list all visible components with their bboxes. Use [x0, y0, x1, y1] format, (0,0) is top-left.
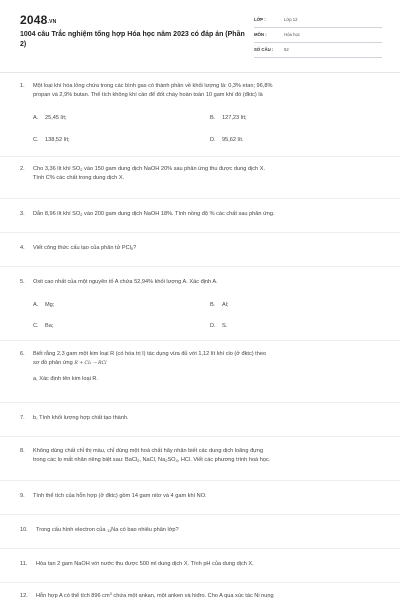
- text-part: ?: [133, 245, 137, 251]
- question-5: [20, 278, 382, 287]
- question-text: [33, 82, 382, 100]
- question-separator: [0, 232, 400, 233]
- subscript: 2: [80, 212, 83, 217]
- text-part: Viết công thức cấu tạo của phân tử PCl: [33, 245, 131, 251]
- question-2: [20, 165, 382, 183]
- question-separator: [0, 156, 400, 157]
- option-letter: C.: [33, 323, 39, 329]
- meta-label: SỐ CÂU :: [254, 47, 274, 52]
- option-value: 127,23 lít;: [222, 115, 247, 121]
- superscript: 3: [109, 591, 112, 596]
- question-number: 3.: [20, 211, 25, 217]
- question-number: 11.: [20, 561, 28, 567]
- question-line: [33, 359, 382, 368]
- question-separator: [0, 340, 400, 341]
- question-separator: [0, 402, 400, 403]
- question-7: [20, 414, 382, 423]
- question-number: 6.: [20, 351, 25, 357]
- subscript: 2: [137, 458, 140, 463]
- question-separator: [0, 266, 400, 267]
- meta-label: LỚP :: [254, 17, 266, 22]
- meta-row-count: [254, 44, 382, 58]
- question-text: [33, 244, 382, 253]
- text-part: sơ đồ phản ứng: [33, 360, 75, 366]
- question-line: [33, 165, 382, 174]
- option-letter: A.: [33, 302, 39, 308]
- option-letter: A.: [33, 115, 39, 121]
- question-text: Tính thể tích của hỗn hợp (ở đktc) gồm 14 gam nitơ và 4 gam khí NO.: [33, 493, 207, 499]
- question-separator: [0, 514, 400, 515]
- question-line: propan và 2,9% butan. Thể tích không khí cần để đốt cháy hoàn toàn 10 gam khí đó (đktc) là: [33, 92, 263, 98]
- text-part: Na có bao nhiêu phân lớp?: [111, 527, 179, 533]
- option-letter: C.: [33, 137, 39, 143]
- question-number: 2.: [20, 166, 25, 172]
- subscript: 4: [175, 458, 178, 463]
- question-text: [33, 350, 382, 368]
- subscript: 11: [107, 528, 112, 533]
- question-10: [20, 526, 382, 535]
- question-separator: [0, 436, 400, 437]
- text-part: chứa một ankan, một anken và hiđro. Cho A qua xúc tác Ni nung: [111, 593, 274, 599]
- question-number: 10.: [20, 527, 28, 533]
- question-number: 4.: [20, 245, 25, 251]
- question-3: [20, 210, 382, 219]
- subscript: 5: [130, 246, 134, 251]
- question-text: [36, 526, 382, 535]
- site-logo[interactable]: [20, 13, 56, 27]
- question-number: 12.: [20, 593, 28, 599]
- question-subpart: a, Xác định tên kim loại R.: [33, 376, 98, 382]
- meta-info: [254, 14, 382, 59]
- reaction-formula: R + Cl₂ → RCl: [74, 361, 107, 366]
- question-line: [33, 456, 382, 465]
- question-8: [20, 447, 382, 465]
- meta-row-class: [254, 14, 382, 28]
- option-letter: B.: [210, 115, 216, 121]
- text-part: Dẫn 8,96 lít khí SO: [33, 211, 81, 217]
- question-4: [20, 244, 382, 253]
- text-part: Hỗn hợp A có thể tích 896 cm: [36, 593, 110, 599]
- question-number: 5.: [20, 279, 25, 285]
- subscript: 2: [80, 167, 83, 172]
- logo-text: 2048: [20, 13, 48, 27]
- question-text: b, Tính khối lượng hợp chất tạo thành.: [33, 415, 129, 421]
- page-title: 1004 câu Trắc nghiệm tổng hợp Hóa học năm 2023 có đáp án (Phần 2): [20, 31, 245, 48]
- question-separator: [0, 582, 400, 583]
- text-part: vào 150 gam dung dịch NaOH 20% sau phản ứng thu được dung dịch X.: [82, 166, 266, 172]
- meta-value: Hóa học: [284, 32, 301, 37]
- question-number: 7.: [20, 415, 25, 421]
- question-text: Oxit cao nhất của một nguyên tố A chứa 52,94% khối lượng A. Xác định A.: [33, 279, 218, 285]
- text-part: trong các lọ mất nhãn riêng biệt sau: BaCl: [33, 457, 138, 463]
- text-part: Cho 3,36 lít khí SO: [33, 166, 81, 172]
- option-letter: D.: [210, 137, 216, 143]
- question-6: [20, 350, 382, 384]
- question-separator: [0, 548, 400, 549]
- question-separator: [0, 480, 400, 481]
- option-value: S.: [222, 323, 228, 329]
- logo-suffix: .VN: [47, 19, 57, 25]
- question-line: Tính C% các chất trong dung dịch X.: [33, 175, 125, 181]
- question-line: Biết rằng 2,3 gam một kim loại R (có hóa trị I) tác dụng vừa đủ với 1,12 lít khí clo (ở đktc) theo: [33, 351, 267, 357]
- question-1: [20, 82, 382, 100]
- question-9: [20, 492, 382, 501]
- meta-row-subject: [254, 29, 382, 43]
- question-separator: [0, 198, 400, 199]
- text-part: Trong cấu hình electron của: [36, 527, 108, 533]
- question-text: [33, 447, 382, 465]
- option-letter: D.: [210, 323, 216, 329]
- question-text: [33, 165, 382, 183]
- text-part: , NaCl, Na: [139, 457, 166, 463]
- question-11: [20, 560, 382, 569]
- option-value: 25,45 lít;: [45, 115, 67, 121]
- question-line: Không dùng chất chỉ thị màu, chỉ dùng một hoá chất hãy nhận biết các dung dịch loãng đựng: [33, 448, 264, 454]
- question-number: 9.: [20, 493, 25, 499]
- meta-value: Lớp 12: [284, 17, 298, 22]
- option-letter: B.: [210, 302, 216, 308]
- question-text: Hòa tan 2 gam NaOH với nước thu được 500 ml dung dịch X. Tính pH của dung dịch X.: [36, 561, 254, 567]
- text-part: vào 200 gam dung dịch NaOH 18%. Tính nồng độ % các chất sau phản ứng.: [82, 211, 275, 217]
- question-text: [33, 210, 382, 219]
- page-header: [0, 0, 400, 72]
- header-divider: [0, 72, 400, 73]
- question-number: 8.: [20, 448, 25, 454]
- option-value: Ba;: [45, 323, 54, 329]
- text-part: , HCl. Viết các phương trình hoá học.: [177, 457, 271, 463]
- text-part: SO: [167, 457, 176, 463]
- option-value: 95,62 lít.: [222, 137, 244, 143]
- option-value: Mg;: [45, 302, 55, 308]
- option-value: 138,52 lít;: [45, 137, 70, 143]
- meta-value: 52: [284, 47, 289, 52]
- subscript: 2: [165, 458, 168, 463]
- question-number: 1.: [20, 83, 25, 89]
- meta-label: MÔN :: [254, 32, 267, 37]
- option-value: Al;: [222, 302, 229, 308]
- question-line: Một loại khí hóa lỏng chứa trong các bình gas có thành phần về khối lượng là: 0,3% etan; 96,8%: [33, 83, 273, 89]
